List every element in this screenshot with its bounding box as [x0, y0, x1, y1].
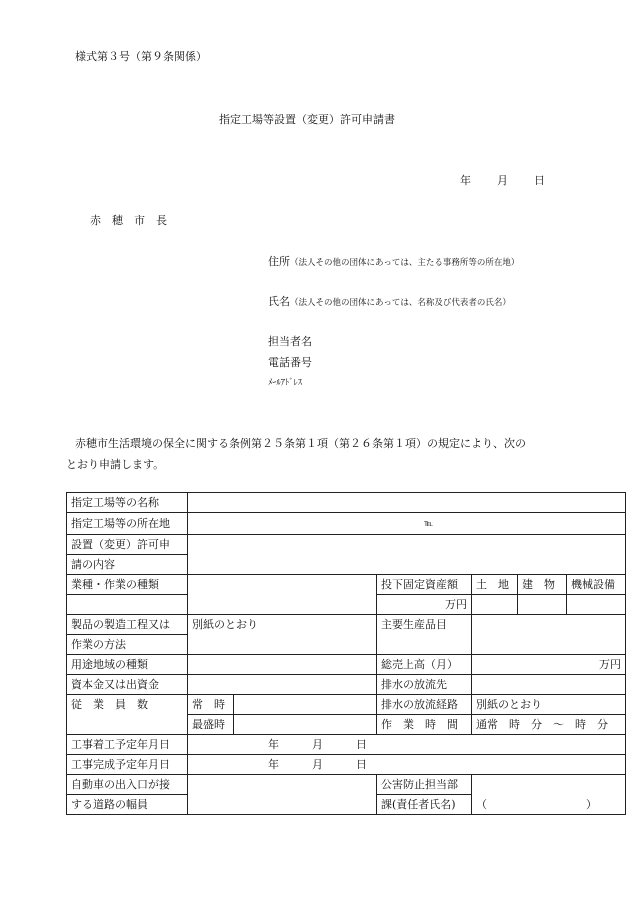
factory-name-value[interactable] [188, 493, 626, 513]
name-label: 氏名 [268, 295, 290, 308]
peak-label: 最盛時 [188, 715, 234, 735]
fixed-assets-unit: 万円 [377, 595, 472, 615]
road-label-2: する道路の幅員 [67, 795, 188, 815]
zone-type-label: 用途地域の種類 [67, 655, 188, 675]
table-row [67, 535, 626, 555]
business-type-label: 業種・作業の種類 [67, 575, 188, 595]
table-row [67, 575, 626, 595]
work-hours-value: 通常 時 分 ～ 時 分 [472, 715, 626, 735]
building-value[interactable] [518, 595, 567, 615]
factory-name-label: 指定工場等の名称 [67, 493, 188, 513]
main-products-value[interactable] [472, 615, 626, 655]
land-label: 土 地 [472, 575, 518, 595]
start-date-value[interactable]: 年 月 日 [188, 735, 626, 755]
table-row [67, 493, 626, 513]
address-line [268, 253, 519, 269]
email-label: ﾒｰﾙｱﾄﾞﾚｽ [268, 378, 303, 388]
name-note: （法人その他の団体にあっては、名称及び代表者の氏名） [290, 298, 511, 308]
addressee: 赤 穂 市 長 [90, 214, 167, 227]
address-label: 住所 [268, 255, 290, 268]
process-label-1: 製品の製造工程又は [67, 615, 188, 635]
machinery-value[interactable] [567, 595, 626, 615]
end-date-label: 工事完成予定年月日 [67, 755, 188, 775]
drain-dest-label: 排水の放流先 [377, 675, 472, 695]
permit-content-value[interactable] [188, 535, 626, 575]
end-date-value[interactable]: 年 月 日 [188, 755, 626, 775]
main-products-label: 主要生産品目 [377, 615, 472, 655]
table-row [67, 615, 626, 635]
work-hours-label: 作 業 時 間 [377, 715, 472, 735]
date-year: 年 [460, 174, 471, 187]
process-label-2: 作業の方法 [67, 635, 188, 655]
name-line [268, 293, 511, 309]
road-value[interactable] [188, 775, 377, 815]
table-row [67, 775, 626, 795]
process-value: 別紙のとおり [188, 615, 377, 655]
drain-dest-value[interactable] [472, 675, 626, 695]
factory-location-label: 指定工場等の所在地 [67, 513, 188, 535]
business-type-blank [67, 595, 188, 615]
table-row [67, 735, 626, 755]
table-row [67, 513, 626, 535]
machinery-label: 機械設備 [567, 575, 626, 595]
regular-value[interactable] [234, 695, 377, 715]
table-row [67, 695, 626, 715]
body-text-1: 赤穂市生活環境の保全に関する条例第２５条第１項（第２６条第１項）の規定により、次の [75, 437, 526, 450]
body-text-2: とおり申請します。 [66, 458, 165, 471]
form-number: 様式第３号（第９条関係） [75, 50, 207, 63]
permit-content-label-1: 設置（変更）許可申 [67, 535, 188, 555]
capital-label: 資本金又は出資金 [67, 675, 188, 695]
address-note: （法人その他の団体にあっては、主たる事務所等の所在地） [290, 258, 520, 268]
fixed-assets-label: 投下固定資産額 [377, 575, 472, 595]
employees-label: 従 業 員 数 [67, 695, 188, 735]
factory-location-value[interactable] [188, 513, 626, 535]
date-day: 日 [534, 174, 545, 187]
total-sales-unit: 万円 [472, 655, 626, 675]
total-sales-label: 総売上高（月） [377, 655, 472, 675]
pollution-label-2: 課(責任者氏名) [377, 795, 472, 815]
peak-value[interactable] [234, 715, 377, 735]
phone-label: 電話番号 [268, 356, 312, 369]
tel-mark: ℡ [424, 519, 434, 529]
road-label-1: 自動車の出入口が接 [67, 775, 188, 795]
building-label: 建 物 [518, 575, 567, 595]
table-row [67, 655, 626, 675]
drain-route-label: 排水の放流経路 [377, 695, 472, 715]
table-row [67, 755, 626, 775]
capital-value[interactable] [188, 675, 377, 695]
pollution-label-1: 公害防止担当部 [377, 775, 472, 795]
drain-route-value: 別紙のとおり [472, 695, 626, 715]
permit-content-label-2: 請の内容 [67, 555, 188, 575]
page-title: 指定工場等設置（変更）許可申請書 [219, 113, 395, 126]
pollution-value[interactable]: （ ） [472, 775, 626, 815]
regular-label: 常 時 [188, 695, 234, 715]
contact-person-label: 担当者名 [268, 335, 312, 348]
business-type-value[interactable] [188, 575, 377, 615]
application-table [66, 492, 626, 815]
land-value[interactable] [472, 595, 518, 615]
table-row [67, 675, 626, 695]
zone-type-value[interactable] [188, 655, 377, 675]
date-month: 月 [497, 174, 508, 187]
start-date-label: 工事着工予定年月日 [67, 735, 188, 755]
